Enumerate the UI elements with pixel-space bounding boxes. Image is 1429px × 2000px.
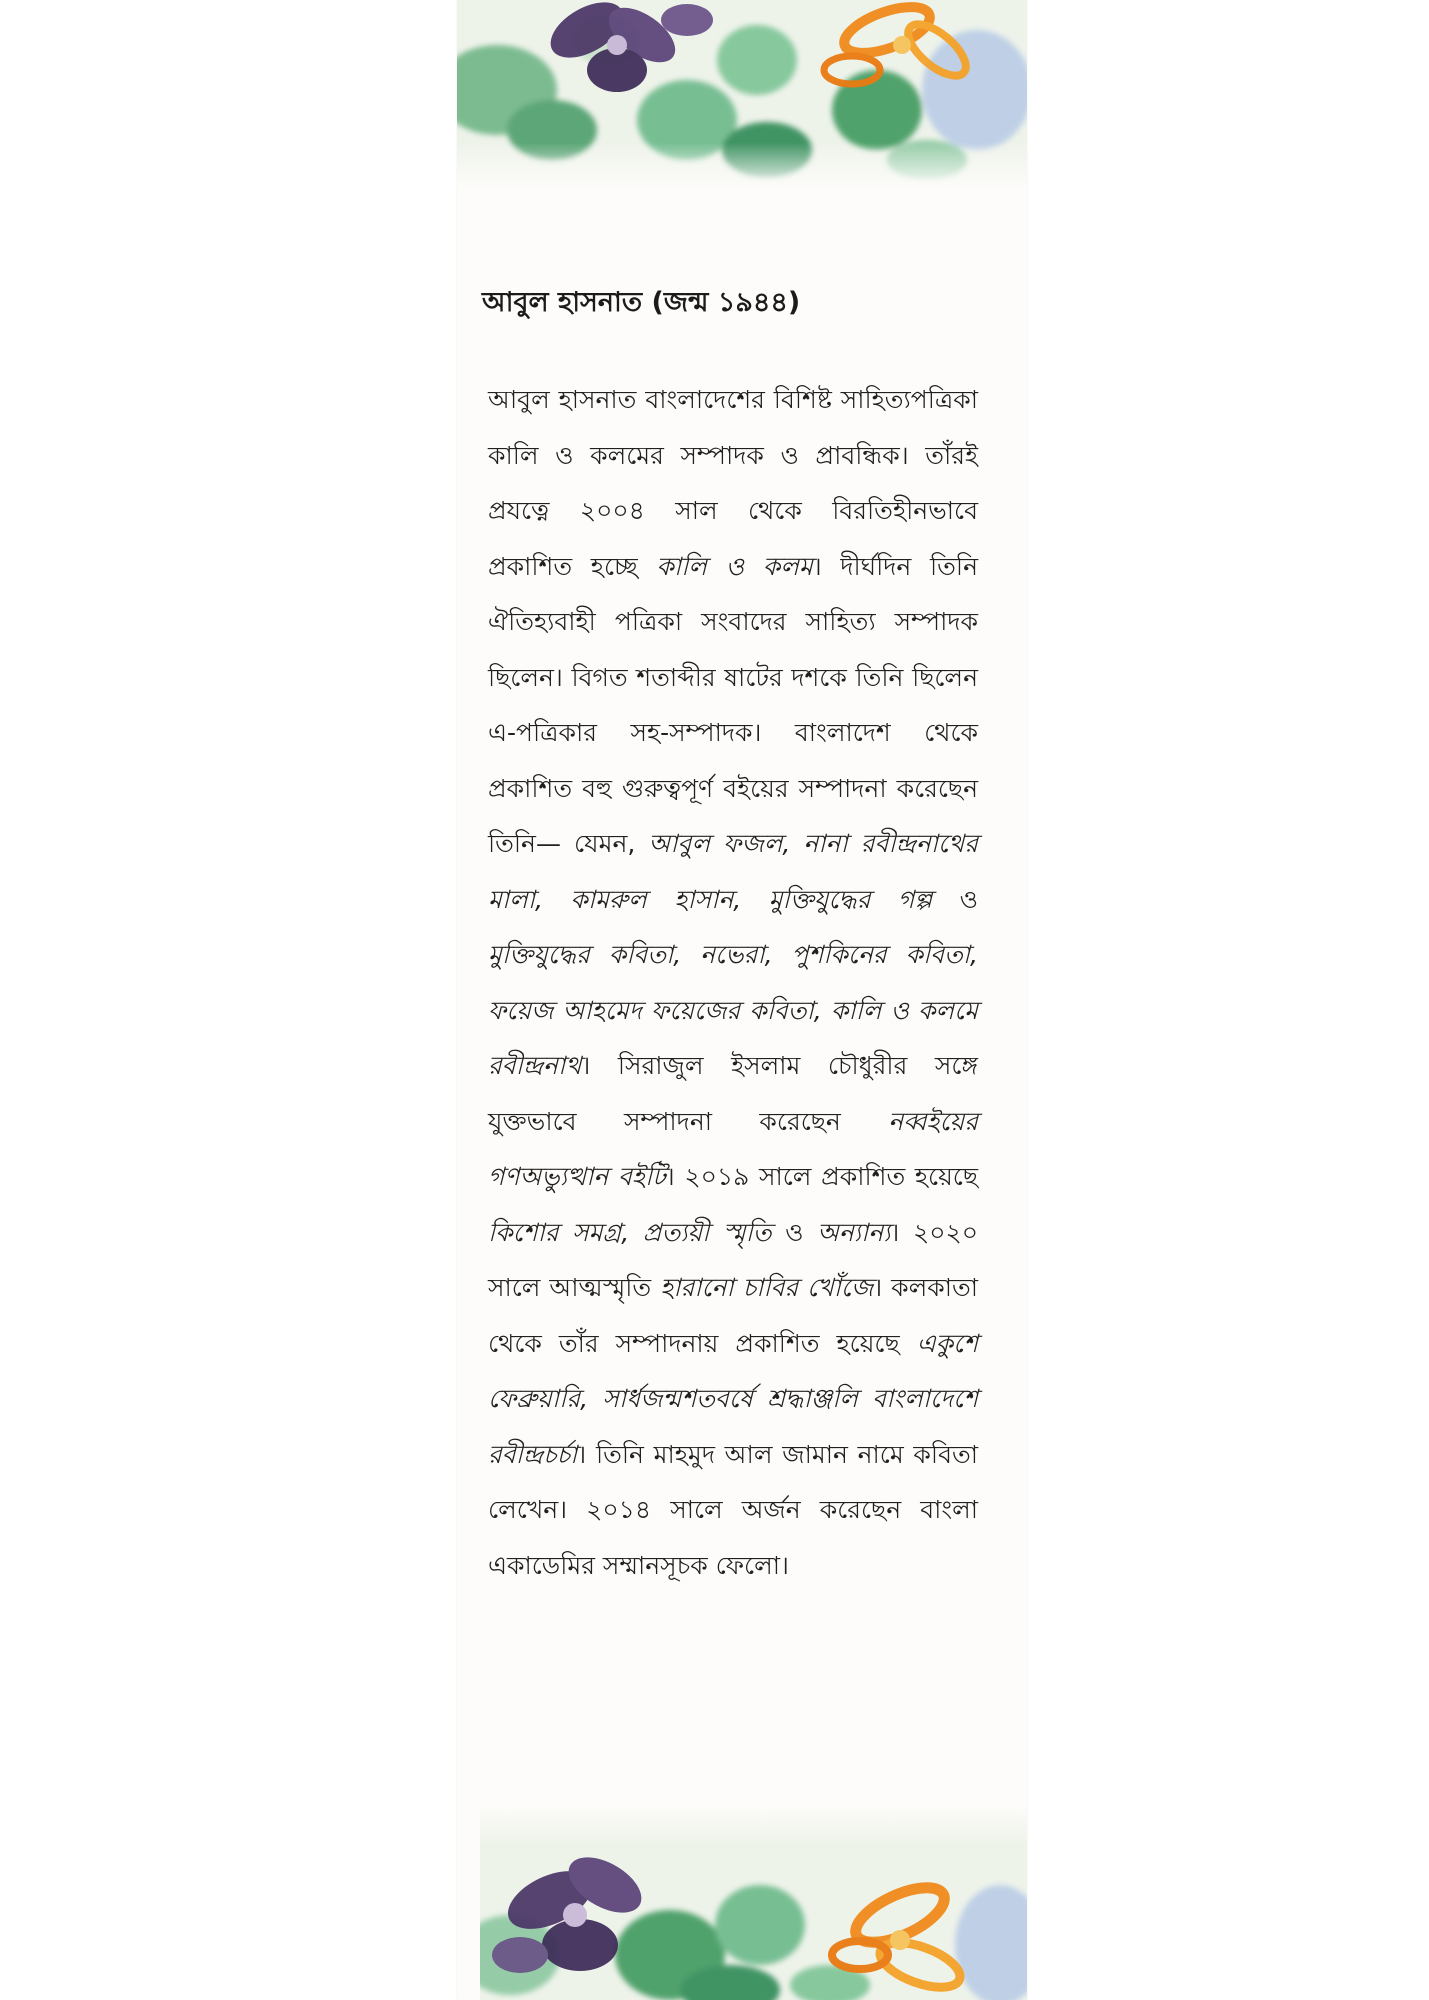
bio-italic-title: আবুল ফজল, নানা রবীন্দ্রনাথের মালা, কামরুল হাসান, মুক্তিযুদ্ধের গল্প bbox=[488, 829, 978, 914]
bio-text: আবুল হাসনাত বাংলাদেশের বিশিষ্ট সাহিত্যপত্রিকা কালি ও কলমের সম্পাদক ও প্রাবন্ধিক। তাঁরই প্রযত্নে ২০০৪ সাল থেকে বিরতিহীনভাবে প্রকাশিত হচ্ছে bbox=[488, 385, 978, 581]
author-heading: আবুল হাসনাত (জন্ম ১৯৪৪) bbox=[482, 287, 801, 319]
bio-italic-title: বইটি bbox=[608, 1162, 666, 1191]
bio-text: ও bbox=[932, 884, 978, 914]
bio-text: । সিরাজুল ইসলাম চৌধুরীর সঙ্গে যুক্তভাবে সম্পাদনা করেছেন bbox=[488, 1051, 978, 1136]
bio-text: । ২০১৯ সালে প্রকাশিত হয়েছে bbox=[665, 1162, 978, 1191]
bio-italic-title: মুক্তিযুদ্ধের কবিতা, নভেরা, পুশকিনের কবিতা, ফয়েজ আহমেদ ফয়েজের কবিতা, কালি ও কলমে রবীন্দ্রনাথ bbox=[488, 940, 978, 1080]
bio-text: । দীর্ঘদিন তিনি ঐতিহ্যবাহী পত্রিকা সংবাদের সাহিত্য সম্পাদক ছিলেন। বিগত শতাব্দীর ষাটের দশকে তিনি ছিলেন এ-পত্রিকার সহ-সম্পাদক। বাংলাদেশ থেকে প্রকাশিত বহু গুরুত্বপূর্ণ বইয়ের সম্পাদনা করেছেন তিনি— যেমন, bbox=[488, 551, 978, 858]
bio-italic-title: অন্যান্য bbox=[817, 1217, 891, 1247]
author-bio-paragraph bbox=[488, 372, 978, 1593]
bio-text: । ২০২০ সালে আত্মস্মৃতি bbox=[488, 1217, 978, 1302]
bio-text: ও bbox=[771, 1217, 818, 1247]
top-floral-watercolor bbox=[457, 0, 1027, 190]
floral-art-top bbox=[457, 0, 1027, 190]
bio-text: । কলকাতা থেকে তাঁর সম্পাদনায় প্রকাশিত হয়েছে bbox=[488, 1273, 978, 1358]
floral-art-bottom bbox=[480, 1805, 1027, 2000]
bottom-floral-watercolor bbox=[480, 1805, 1027, 2000]
bio-italic-title: কিশোর সমগ্র, প্রত্যয়ী স্মৃতি bbox=[488, 1217, 772, 1247]
bio-italic-title: নব্বইয়ের গণঅভ্যুত্থান bbox=[488, 1106, 978, 1191]
bio-italic-title: হারানো চাবির খোঁজে bbox=[660, 1273, 874, 1302]
bio-italic-title: কালি ও কলম bbox=[656, 551, 813, 581]
bio-text: । তিনি মাহমুদ আল জামান নামে কবিতা লেখেন। ২০১৪ সালে অর্জন করেছেন বাংলা একাডেমির সম্মানসূচক ফেলো। bbox=[488, 1439, 978, 1580]
bio-italic-title: একুশে ফেব্রুয়ারি, সার্ধজন্মশতবর্ষে শ্রদ্ধাঞ্জলি বাংলাদেশে রবীন্দ্রচর্চা bbox=[488, 1328, 978, 1469]
